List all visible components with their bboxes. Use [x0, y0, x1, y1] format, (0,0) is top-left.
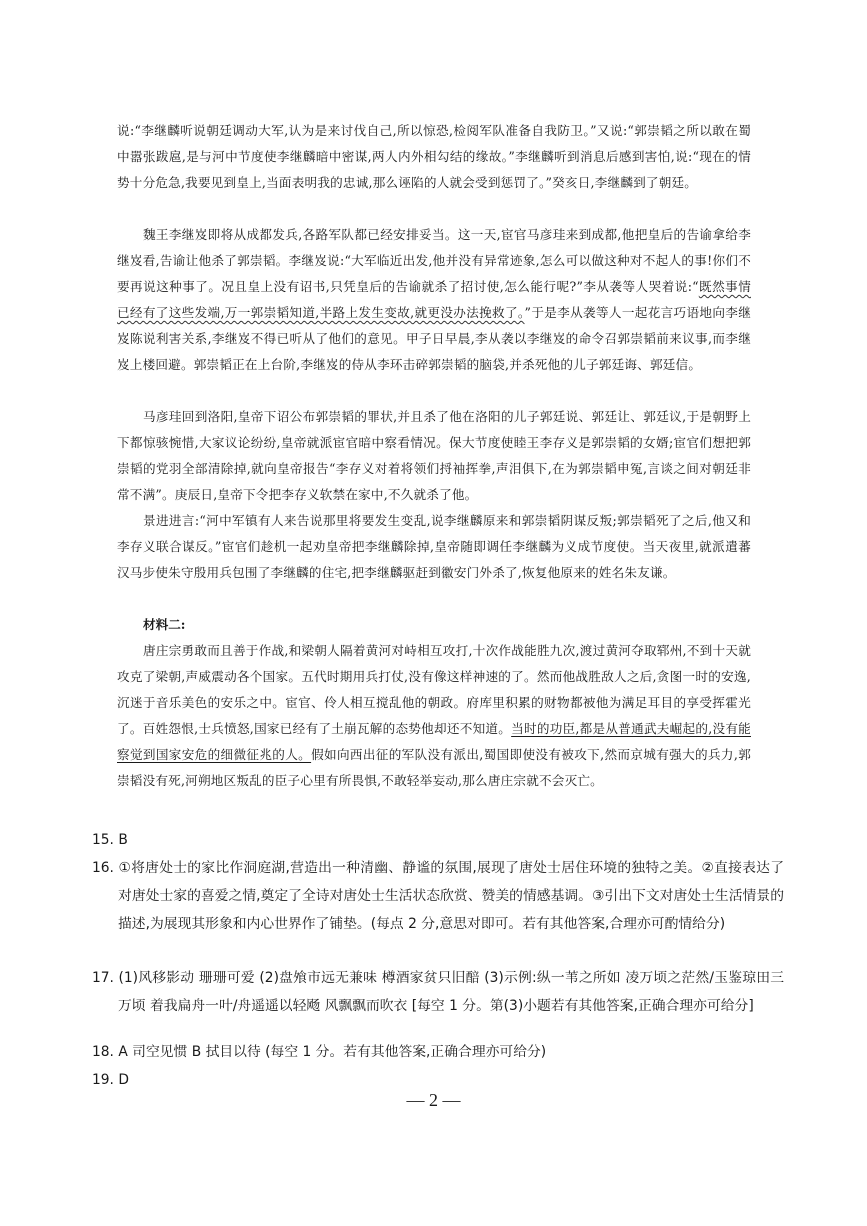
material-two-underlined: 当时的功臣,都是从普通武夫崛起的,没有能察觉到国家安危的细微征兆的人。: [117, 721, 751, 762]
translation-paragraph-1: 说:“李继麟听说朝廷调动大军,认为是来讨伐自己,所以惊恐,检阅军队准备自我防卫。”又说:“郭崇韬之所以敢在蜀中嚣张跋扈,是与河中节度使李继麟暗中密谋,两人内外相勾结的缘故。”李继麟听到消息后感到害怕,说:“现在的情势十分危急,我要见到皇上,当面表明我的忠诚,那么诬陷的人就会受到惩罚了。”癸亥日,李继麟到了朝廷。: [117, 123, 751, 190]
paragraph-2-text-b: ”于是李从袭等人一起花言巧语地向李继岌陈说利害关系,李继岌不得已听从了他们的意见。甲子日早晨,李从袭以李继岌的命令召郭崇韬前来议事,而李继岌上楼回避。郭崇韬正在上台阶,李继岌的侍从李环击碎郭崇韬的脑袋,并杀死他的儿子郭廷诲、郭廷信。: [117, 305, 751, 372]
paragraph-2-wavy-underline: 既然事情已经有了这些发端,万一郭崇韬知道,半路上发生变故,就更没办法挽救了。: [117, 279, 751, 320]
page-number: — 2 —: [406, 1090, 461, 1110]
translation-paragraph-2: [117, 222, 751, 378]
translation-paragraph-3: 马彦珪回到洛阳,皇帝下诏公布郭崇韬的罪状,并且杀了他在洛阳的儿子郭廷说、郭廷让、郭廷议,于是朝野上下都惊骇惋惜,大家议论纷纷,皇帝就派宦官暗中察看情况。保大节度使睦王李存义是郭崇韬的女婿;宦官们想把郭崇韬的党羽全部清除掉,就向皇帝报告“李存义对着将领们捋袖挥拳,声泪俱下,在为郭崇韬申冤,言谈之间对朝廷非常不满”。庚辰日,皇帝下令把李存义软禁在家中,不久就杀了他。: [117, 409, 751, 502]
answer-18: 18. A 司空见惯 B 拭目以待 (每空 1 分。若有其他答案,正确合理亦可给分): [92, 1044, 547, 1060]
translation-paragraph-4: 景进进言:“河中军镇有人来告说那里将要发生变乱,说李继麟原来和郭崇韬阴谋反叛;郭崇韬死了之后,他又和李存义联合谋反。”宦官们趁机一起劝皇帝把李继麟除掉,皇帝随即调任李继麟为义成节度使。当天夜里,就派遣蕃汉马步使朱守殷用兵包围了李继麟的住宅,把李继麟驱赶到徽安门外杀了,恢复他原来的姓名朱友谦。: [117, 513, 751, 580]
answer-17: 17. (1)风移影动 珊珊可爱 (2)盘飧市远无兼味 樽酒家贫只旧醅 (3)示例:纵一苇之所如 凌万顷之茫然/玉鉴琼田三万顷 着我扁舟一叶/舟遥遥以轻飏 风飘飘而吹衣 [每空 1 分。第(3)小题若有其他答案,正确合理亦可给分]: [92, 970, 784, 1014]
material-two-text-b: 假如向西出征的军队没有派出,蜀国即使没有被攻下,然而京城有强大的兵力,郭崇韬没有死,河朔地区叛乱的臣子心里有所畏惧,不敢轻举妄动,那么唐庄宗就不会灭亡。: [117, 747, 751, 788]
answer-16: 16. ①将唐处士的家比作洞庭湖,营造出一种清幽、静谧的氛围,展现了唐处士居住环境的独特之美。②直接表达了对唐处士家的喜爱之情,奠定了全诗对唐处士生活状态欣赏、赞美的情感基调。③引出下文对唐处士生活情景的描述,为展现其形象和内心世界作了铺垫。(每点 2 分,意思对即可。若有其他答案,合理亦可酌情给分): [92, 860, 784, 932]
answer-19: 19. D: [92, 1072, 129, 1088]
material-two-text-a: 唐庄宗勇敢而且善于作战,和梁朝人隔着黄河对峙相互攻打,十次作战能胜九次,渡过黄河夺取郓州,不到十天就攻克了梁朝,声威震动各个国家。五代时期用兵打仗,没有像这样神速的了。然而他战胜敌人之后,贪图一时的安逸,沉迷于音乐美色的安乐之中。宦官、伶人相互搅乱他的朝政。府库里积累的财物都被他为满足耳目的享受挥霍光了。百姓怨恨,士兵愤怒,国家已经有了土崩瓦解的态势他却还不知道。: [117, 643, 751, 736]
paragraph-2-text-a: 魏王李继岌即将从成都发兵,各路军队都已经安排妥当。这一天,宦官马彦珪来到成都,他把皇后的告谕拿给李继岌看,告谕让他杀了郭崇韬。李继岌说:“大军临近出发,他并没有异常迹象,怎么可以做这种对不起人的事!你们不要再说这种事了。况且皇上没有诏书,只凭皇后的告谕就杀了招讨使,怎么能行呢?”李从袭等人哭着说:“: [117, 227, 751, 294]
material-two-paragraph: [117, 638, 751, 794]
answer-15: 15. B: [92, 832, 128, 848]
material-two-heading: 材料二:: [143, 617, 186, 632]
